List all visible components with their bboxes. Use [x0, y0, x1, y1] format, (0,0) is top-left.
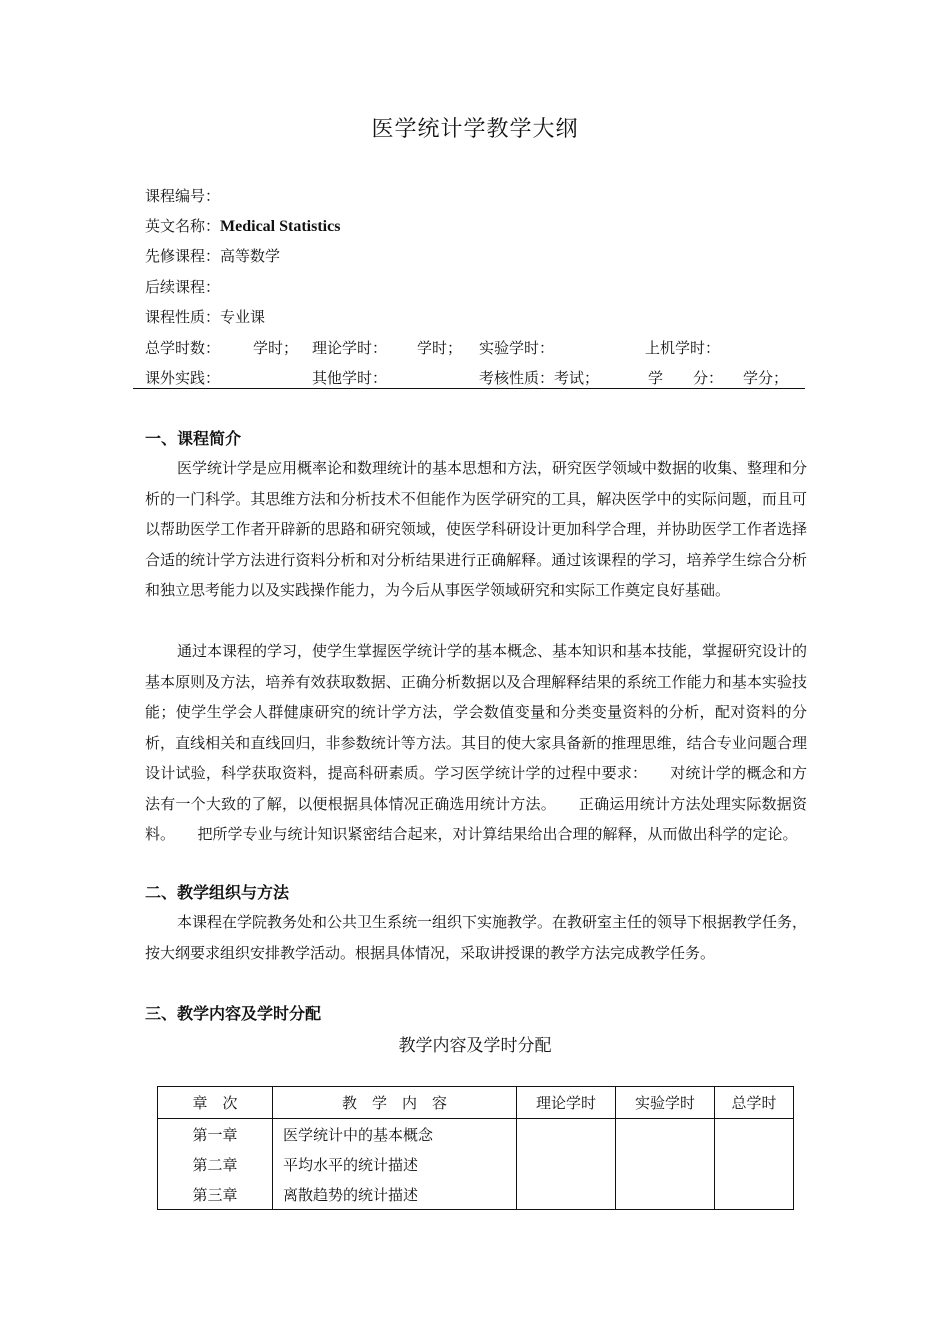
- english-name-row: [145, 215, 340, 236]
- theory-hours-label: 理论学时：: [312, 339, 388, 357]
- header-theory-hours: 理论学时: [517, 1087, 616, 1119]
- header-content: 教 学 内 容: [273, 1087, 517, 1119]
- total-hours-unit: 学时；: [253, 339, 299, 357]
- header-total-hours: 总学时: [715, 1087, 794, 1119]
- content-cell: 医学统计中的基本概念: [273, 1119, 517, 1150]
- total-cell: [715, 1119, 794, 1150]
- table-header-row: [158, 1087, 794, 1119]
- theory-cell: [517, 1149, 616, 1179]
- chapter-cell: 第一章: [158, 1119, 273, 1150]
- practice-row: [145, 367, 805, 389]
- content-cell: 离散趋势的统计描述: [273, 1179, 517, 1210]
- course-nature-value: 专业课: [220, 308, 266, 326]
- credit-label: 学 分：: [648, 369, 724, 387]
- table-row: [158, 1119, 794, 1150]
- total-cell: [715, 1149, 794, 1179]
- document-title: 医学统计学教学大纲: [371, 117, 579, 142]
- assessment-label: 考核性质：考试；: [479, 369, 600, 387]
- intro-heading: 一、课程简介: [145, 429, 242, 448]
- computer-hours-label: 上机学时：: [645, 339, 721, 357]
- organization-paragraph: 本课程在学院教务处和公共卫生系统一组织下实施教学。在教研室主任的领导下根据教学任务，按大纲要求组织安排教学活动。根据具体情况，采取讲授课的教学方法完成教学任务。: [145, 913, 808, 962]
- total-cell: [715, 1179, 794, 1210]
- chapter-cell: 第三章: [158, 1179, 273, 1210]
- header-chapter: 章 次: [158, 1087, 273, 1119]
- lab-cell: [616, 1149, 715, 1179]
- content-heading: 三、教学内容及学时分配: [145, 1004, 322, 1023]
- header-divider: [133, 388, 805, 389]
- table-row: [158, 1179, 794, 1210]
- followup-label: 后续课程：: [145, 278, 221, 296]
- prerequisite-value: 高等数学: [220, 247, 281, 265]
- table-row: [158, 1149, 794, 1179]
- chapter-cell: 第二章: [158, 1149, 273, 1179]
- english-name-value: Medical Statistics: [220, 218, 341, 235]
- extracurricular-label: 课外实践：: [145, 369, 221, 387]
- prerequisite-row: [145, 245, 280, 266]
- content-hours-table: [157, 1086, 794, 1210]
- course-nature-row: [145, 306, 265, 327]
- credit-unit: 学分；: [743, 369, 789, 387]
- english-name-label: 英文名称：: [145, 217, 221, 235]
- total-hours-label: 总学时数：: [145, 339, 221, 357]
- followup-row: [145, 276, 220, 297]
- organization-heading: 二、教学组织与方法: [145, 883, 290, 902]
- intro-paragraph-1: 医学统计学是应用概率论和数理统计的基本思想和方法，研究医学领域中数据的收集、整理和分析的一门科学。其思维方法和分析技术不但能作为医学研究的工具，解决医学中的实际问题，而且可以帮助医学工作者开辟新的思路和研究领域，使医学科研设计更加科学合理，并协助医学工作者选择合适的统计学方法进行资料分析和对分析结果进行正确解释。通过该课程的学习，培养学生综合分析和独立思考能力以及实践操作能力，为今后从事医学领域研究和实际工作奠定良好基础。: [145, 459, 808, 599]
- prerequisite-label: 先修课程：: [145, 247, 221, 265]
- course-nature-label: 课程性质：: [145, 308, 221, 326]
- lab-cell: [616, 1119, 715, 1150]
- content-cell: 平均水平的统计描述: [273, 1149, 517, 1179]
- table-caption: 教学内容及学时分配: [398, 1036, 552, 1056]
- course-code-row: [145, 185, 220, 206]
- course-code-label: 课程编号：: [145, 187, 221, 205]
- theory-hours-unit: 学时；: [417, 339, 463, 357]
- theory-cell: [517, 1179, 616, 1210]
- header-lab-hours: 实验学时: [616, 1087, 715, 1119]
- hours-row: [145, 337, 805, 359]
- intro-paragraph-2: 通过本课程的学习，使学生掌握医学统计学的基本概念、基本知识和基本技能，掌握研究设计的基本原则及方法，培养有效获取数据、正确分析数据以及合理解释结果的系统工作能力和基本实验技能；使学生学会人群健康研究的统计学方法，学会数值变量和分类变量资料的分析，配对资料的分析，直线相关和直线回归，非参数统计等方法。其目的使大家具备新的推理思维，结合专业问题合理设计试验，科学获取资料，提高科研素质。学习医学统计学的过程中要求： 对统计学的概念和方法有一个大致的了解，以便根据具体情况正确选用统计方法。 正确运用统计方法处理实际数据资料。 把所学专业与统计知识紧密结合起来，对计算结果给出合理的解释，从而做出科学的定论。: [145, 642, 808, 843]
- other-hours-label: 其他学时：: [312, 369, 388, 387]
- lab-cell: [616, 1179, 715, 1210]
- lab-hours-label: 实验学时：: [479, 339, 555, 357]
- theory-cell: [517, 1119, 616, 1150]
